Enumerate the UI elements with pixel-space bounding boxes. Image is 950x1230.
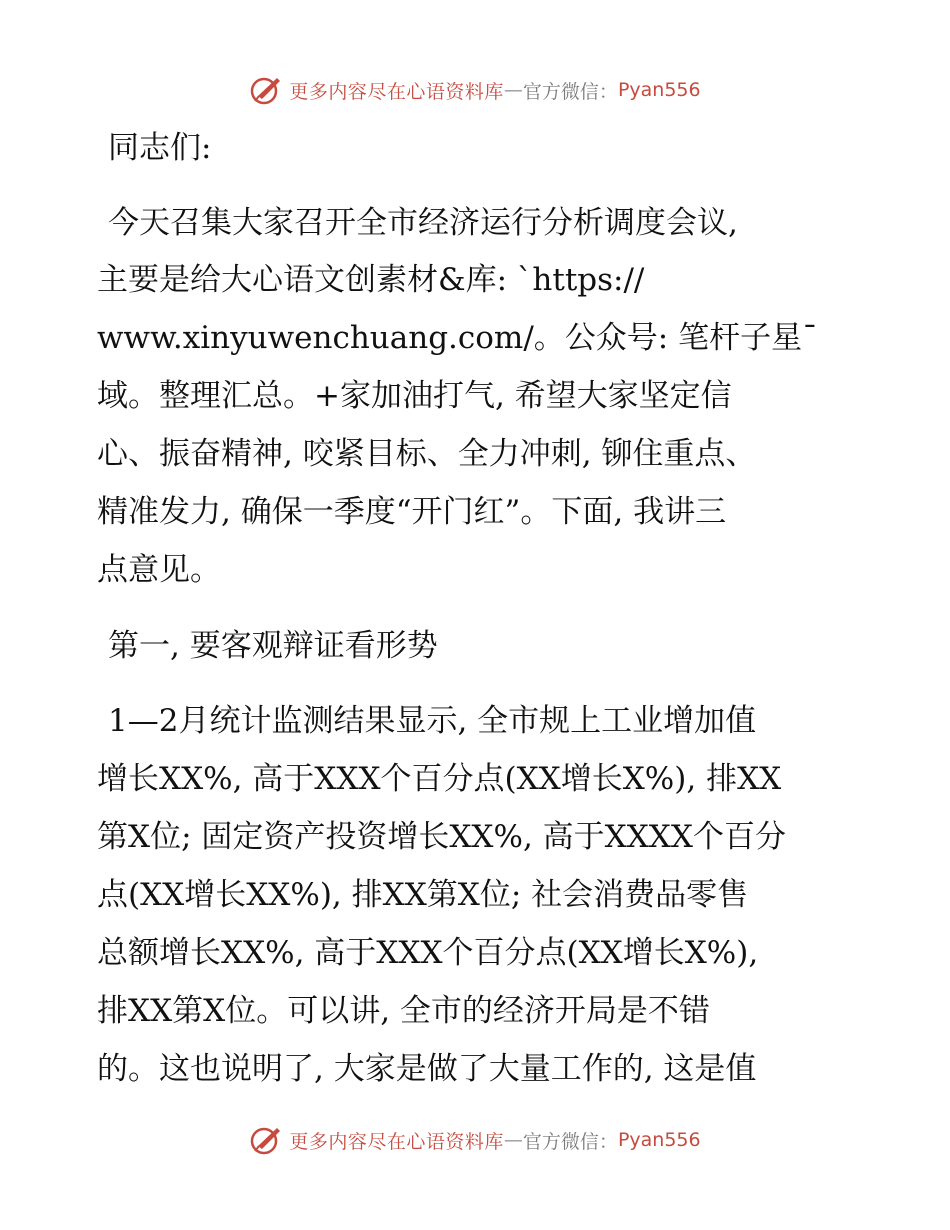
paragraph-line: 第X位; 固定资产投资增长XX%, 高于XXXX个百分: [97, 819, 786, 855]
paragraph-line: 排XX第X位。可以讲, 全市的经济开局是不错: [97, 993, 710, 1029]
watermark-label: 官方微信：: [522, 1130, 618, 1153]
watermark-separator: —: [503, 1129, 523, 1151]
paragraph-line: 心、振奋精神, 咬紧目标、全力冲刺, 铆住重点、: [97, 436, 757, 472]
paragraph-line: 主要是给大心语文创素材&库: `https://: [97, 262, 645, 298]
paragraph-line: 总额增长XX%, 高于XXX个百分点(XX增长X%),: [97, 935, 759, 971]
watermark-wechat-id: Pyan556: [617, 1129, 701, 1151]
footer-watermark: [0, 1124, 950, 1156]
watermark-wechat-id: Pyan556: [617, 79, 701, 101]
paragraph-line: 精准发力, 确保一季度“开门红”。下面, 我讲三: [97, 494, 727, 530]
paragraph-line: 域。整理汇总。+家加油打气, 希望大家坚定信: [97, 378, 732, 414]
paragraph-line: 1—2月统计监测结果显示, 全市规上工业增加值: [108, 703, 757, 739]
watermark-text: 更多内容尽在心语资料库: [289, 80, 504, 103]
quill-seal-icon: [249, 74, 283, 106]
quill-seal-icon: [249, 1124, 283, 1156]
section-heading: 第一, 要客观辩证看形势: [108, 628, 438, 664]
paragraph-line: 今天召集大家召开全市经济运行分析调度会议,: [108, 205, 738, 241]
paragraph-line: 的。这也说明了, 大家是做了大量工作的, 这是值: [97, 1051, 757, 1087]
salutation: 同志们:: [108, 130, 212, 166]
paragraph-line: 点(XX增长XX%), 排XX第X位; 社会消费品零售: [97, 877, 749, 913]
header-watermark: [0, 74, 950, 106]
paragraph-line: 点意见。: [97, 552, 221, 588]
watermark-label: 官方微信：: [522, 80, 618, 103]
watermark-separator: —: [503, 79, 523, 101]
paragraph-line: 增长XX%, 高于XXX个百分点(XX增长X%), 排XX: [97, 761, 782, 797]
watermark-text: 更多内容尽在心语资料库: [289, 1130, 504, 1153]
paragraph-line: www.xinyuwenchuang.com/。公众号: 笔杆子星¯: [97, 320, 818, 356]
